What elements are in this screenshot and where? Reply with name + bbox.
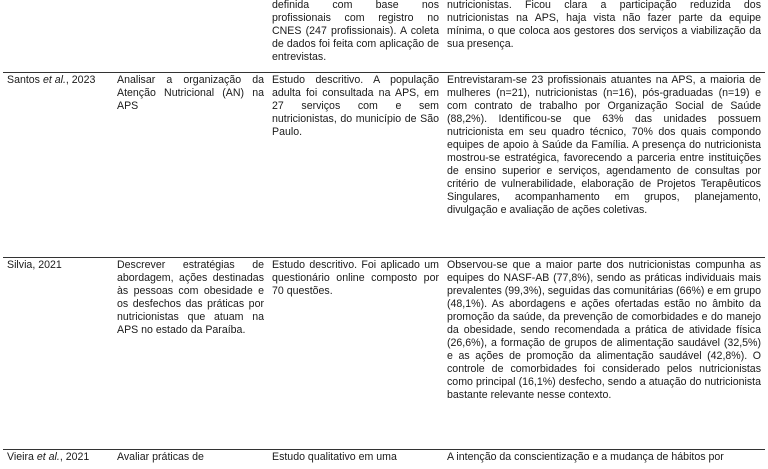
author-cell: [3, 72, 113, 257]
author-name: Santos: [7, 73, 43, 86]
author-name: Vieira: [7, 450, 37, 463]
author-cell: [3, 257, 113, 449]
literature-review-table: [3, 0, 765, 469]
table-row: [3, 449, 765, 469]
author-name: Silvia, 2021: [7, 258, 62, 271]
method-cell: Estudo descritivo. Foi aplicado um questionário online composto por 70 questões.: [268, 257, 443, 449]
author-et-al: et al.: [42, 73, 66, 86]
result-cell: Entrevistaram-se 23 profissionais atuantes na APS, a maioria de mulheres (n=21), nutricionistas (n=16), pós-graduadas (n=19) e com contrato de trabalho por Organização Social de Saúde (88,2%). Identificou-se que 63% das unidades possuem nutricionista em seu quadro técnico, 70% dos quais compondo equipes de apoio à Saúde da Família. A presença do nutricionista mostrou-se estratégica, favorecendo a parceria entre instituições de ensino superior e serviços, agendamento de consultas por critério de vulnerabilidade, elaboração de Projetos Terapêuticos Singulares, acompanhamento em grupos, planejamento, divulgação e avaliação de ações coletivas.: [443, 72, 765, 257]
author-cell: [3, 0, 113, 72]
table-row: [3, 72, 765, 257]
result-cell: Observou-se que a maior parte dos nutricionistas compunha as equipes do NASF-AB (77,8%), sendo as práticas individuais mais prevalentes (99,3%), seguidas das comunitárias (66%) e em grupo (48,1%). As abordagens e ações ofertadas estão no âmbito da promoção da saúde, da prevenção de comorbidades e do manejo da obesidade, sendo recomendada a prática de atividade física (26,6%), a formação de grupos de alimentação saudável (32,5%) e as ações de promoção da alimentação saudável (42,8%). O controle de comorbidades foi considerado pelos nutricionistas como principal (16,1%) desfecho, sendo a atuação do nutricionista bastante relevante nesse contexto.: [443, 257, 765, 449]
author-year: , 2023: [65, 73, 96, 86]
author-year: , 2021: [59, 450, 90, 463]
method-cell: Estudo qualitativo em uma: [268, 449, 443, 469]
table-row: [3, 257, 765, 449]
method-cell: Estudo descritivo. A população adulta foi consultada na APS, em 27 serviços com e sem nutricionistas, do município de São Paulo.: [268, 72, 443, 257]
objective-cell: Descrever estratégias de abordagem, ações destinadas às pessoas com obesidade e os desfechos das práticas por nutricionistas que atuam na APS no estado da Paraíba.: [113, 257, 268, 449]
objective-cell: Avaliar práticas de: [113, 449, 268, 469]
author-et-al: et al.: [36, 450, 60, 463]
result-cell: A intenção da conscientização e a mudança de hábitos por: [443, 449, 765, 469]
objective-cell: Analisar a organização da Atenção Nutricional (AN) na APS: [113, 72, 268, 257]
method-cell: definida com base nos profissionais com registro no CNES (247 profissionais). A coleta de dados foi feita com aplicação de entrevistas.: [272, 0, 439, 64]
result-cell: nutricionistas. Ficou clara a participação reduzida dos nutricionistas na APS, haja vista não fazer parte da equipe mínima, o que coloca aos gestores dos serviços a viabilização da sua presença.: [447, 0, 761, 51]
author-cell: [3, 449, 113, 469]
objective-cell: [113, 0, 268, 72]
table-row: [3, 0, 765, 72]
